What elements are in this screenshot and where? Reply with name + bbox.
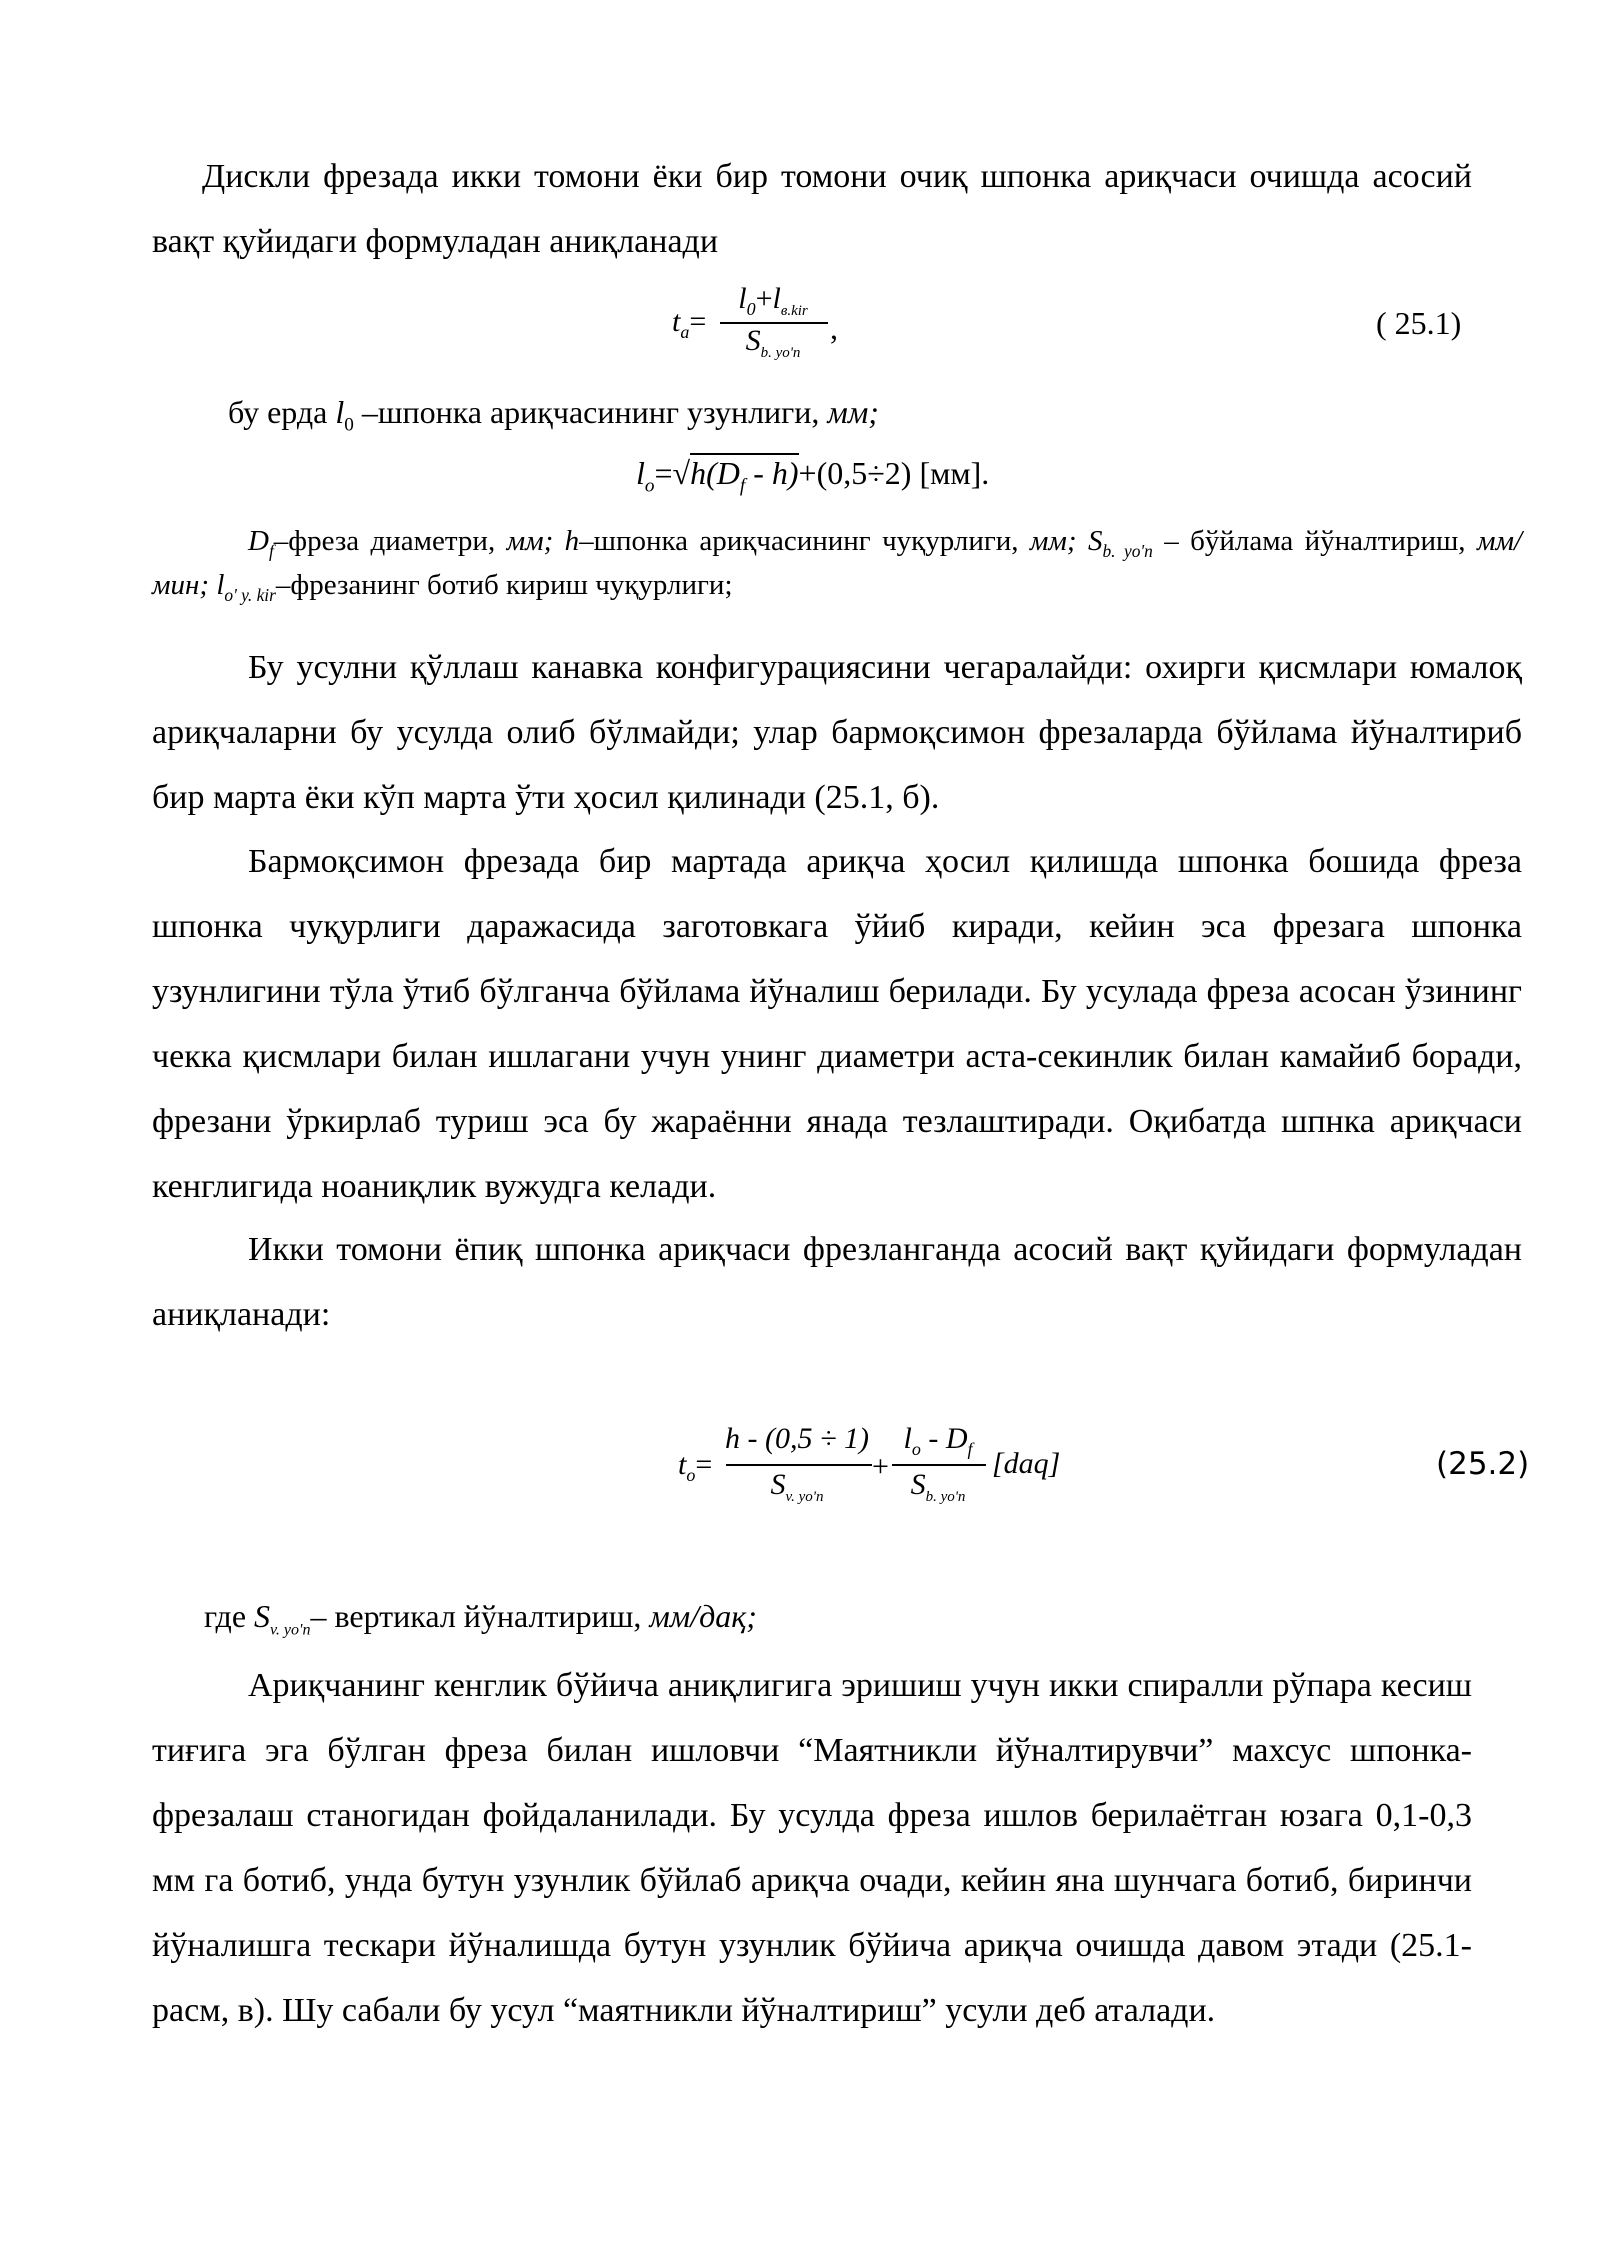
eq2-unit: [daq] <box>992 1447 1061 1480</box>
paragraph-intro: Дискли фрезада икки томони ёки бир томони очиқ шпонка ариқчаси очишда асосий вақт қуйидаги формуладан аниқланади <box>152 158 1472 260</box>
eq2-denominator-1: $S_{v. yo'n}$ <box>770 1468 824 1505</box>
eq2-numerator-1: h - (0,5 ÷ 1) <box>725 1422 869 1455</box>
eq1-numerator: $l_0+l_{в.kir}$ <box>738 282 808 319</box>
eq2-denominator-2: $S_{b. yo'n}$ <box>910 1468 966 1505</box>
paragraph-pendulum-feed: Ариқчанинг кенглик бўйича аниқлигига эришиш учун икки спиралли рўпара кесиш тиғига эга бўлган фреза билан ишловчи “Маятникли йўналтирувчи” махсус шпонка-фрезалаш станогидан фойдаланилади. Бу усулда фреза ишлов берилаётган юзага 0,1-0,3 мм га ботиб, унда бутун узунлик бўйлаб ариқча очади, кейин яна шунчага ботиб, биринчи йўналишга тескари йўналишда бутун узунлик бўйича ариқча очишда давом этади (25.1-расм, в). Шу сабали бу усул “маятникли йўналтириш” усули деб аталади. <box>152 1667 1472 2029</box>
eq1-denominator: $S_{b. yo'n}$ <box>745 324 801 361</box>
eq2-number: (25.2) <box>1436 1446 1530 1482</box>
eq2-plus: + <box>872 1450 889 1483</box>
eq1-lhs: $t_a=$ <box>672 305 707 342</box>
eq1-number: ( 25.1) <box>1376 305 1462 341</box>
definition-sv: где $S_{v. yo'n}-$ вертикал йўналтириш, мм/дақ; <box>204 1598 757 1639</box>
paragraph-end-mill: Бармоқсимон фрезада бир мартада ариқча ҳосил қилишда шпонка бошида фреза шпонка чуқурлиги даражасида заготовкага ўйиб киради, кейин эса фрезага шпонка узунлигини тўла ўтиб бўлганча бўйлама йўналиш берилади. Бу усулада фреза асосан ўзининг чекка қисмлари билан ишлагани учун унинг диаметри аста-секинлик билан камайиб боради, фрезани ўркирлаб туриш эса бу жараённи янада тезлаштиради. Оқибатда шпнка ариқчаси кенглигида ноаниқлик вужудга келади. <box>152 843 1522 1205</box>
definitions-symbols: $D_f$–фреза диаметри, мм; h–шпонка ариқчасининг чуқурлиги, мм; $S_{b. yo'n}$ – бўйлама йўналтириш, мм/мин; $l_{o' y. kir}$–фрезанинг ботиб кириш чуқурлиги; <box>152 525 1523 605</box>
eq2-numerator-2: $l_o - D_f$ <box>903 1422 973 1459</box>
eq2-fraction-bar-2 <box>892 1464 986 1466</box>
equation-lo: $l_o=√h(D_f - h)+(0,5\div 2)$ [мм]. <box>636 455 990 497</box>
paragraph-method-limits: Бу усулни қўллаш канавка конфигурациясини чегаралайди: охирги қисмлари юмалоқ ариқчаларни бу усулда олиб бўлмайди; улар бармоқсимон фрезаларда бўйлама йўналтириб бир марта ёки кўп марта ўти ҳосил қилинади (25.1, б). <box>152 649 1522 816</box>
eq2-lhs: $t_o=$ <box>678 1448 713 1485</box>
eq1-comma: , <box>830 310 838 346</box>
definition-l0: бу ерда $l_0$ –шпонка ариқчасининг узунлиги, мм; <box>228 394 879 436</box>
eq2-fraction-bar-1 <box>726 1464 872 1466</box>
sqrt-radicand: $h(D_f - h)$ <box>690 455 799 497</box>
paragraph-closed-keyway: Икки томони ёпиқ шпонка ариқчаси фрезланганда асосий вақт қуйидаги формуладан аниқланади: <box>152 1231 1522 1333</box>
